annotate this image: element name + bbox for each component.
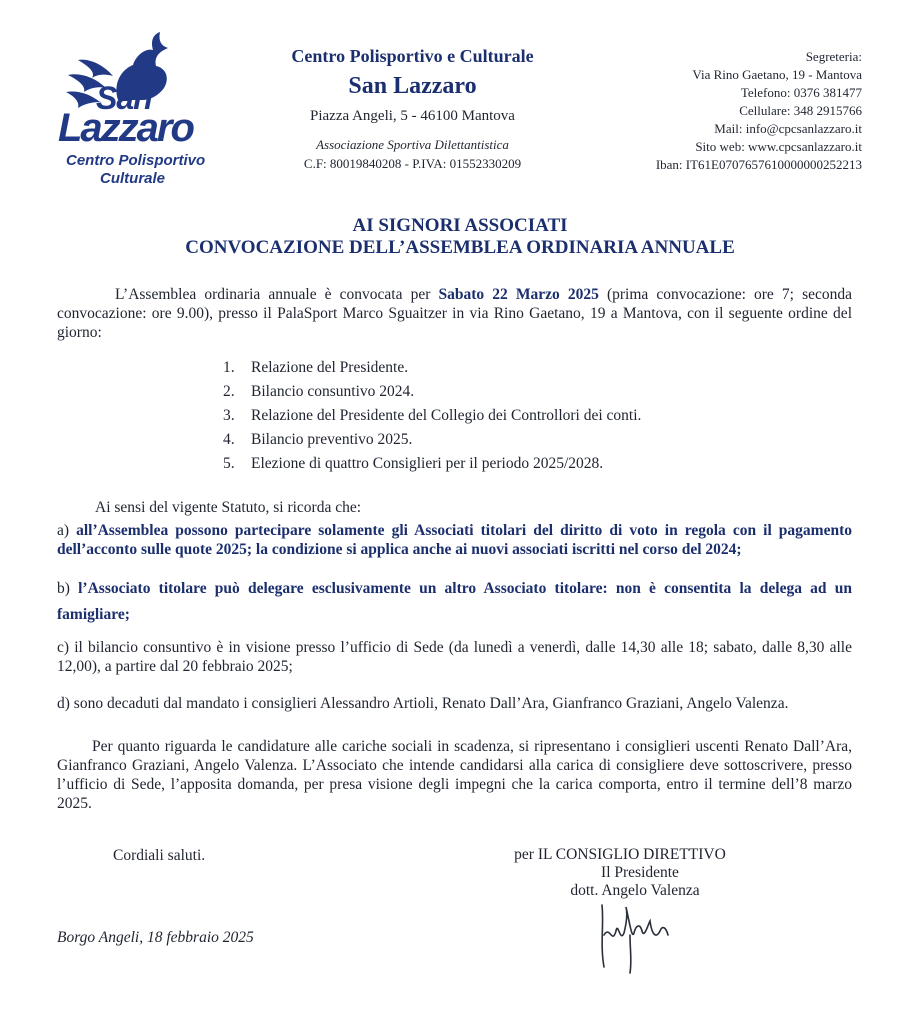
document-title: [0, 215, 920, 259]
statute-premise: Ai sensi del vigente Statuto, si ricorda che:: [95, 499, 362, 516]
club-logo: [58, 30, 218, 190]
greeting: Cordiali saluti.: [113, 847, 206, 864]
intro-before: L’Assemblea ordinaria annuale è convocata per: [115, 286, 439, 303]
org-name: San Lazzaro: [348, 73, 477, 99]
contacts-label: Segreteria:: [805, 49, 862, 64]
logo-word-san: San: [96, 80, 152, 116]
title-line-1: AI SIGNORI ASSOCIATI: [352, 215, 568, 236]
letterhead-contacts: [592, 48, 862, 174]
org-address: Piazza Angeli, 5 - 46100 Mantova: [310, 108, 515, 124]
logo-word-lazzaro: Lazzaro: [58, 106, 193, 150]
intro-after: (prima convocazione: ore 7; seconda convocazione: ore 9.00), presso il PalaSport Marco Sguaitzer in via Rino Gaetano, 19 a Mantova, con il seguente ordine del giorno:: [57, 286, 852, 341]
agenda-item-text: Relazione del Presidente del Collegio dei Controllori dei conti.: [251, 407, 642, 424]
place-and-date: Borgo Angeli, 18 febbraio 2025: [57, 929, 254, 946]
rule-a-text: all’Assemblea possono partecipare solamente gli Associati titolari del diritto di voto in regola con il pagamento dell’acconto sulle quote 2025; la condizione si applica anche ai nuovi associati iscritti nel corso del 2024;: [57, 522, 852, 558]
assoc-type: Associazione Sportiva Dilettantistica: [316, 137, 509, 152]
agenda-item-text: Relazione del Presidente.: [251, 359, 409, 376]
intro-paragraph: [57, 285, 852, 342]
handwritten-signature: [590, 895, 680, 975]
agenda-item-number: 5.: [223, 455, 235, 472]
agenda-item-text: Bilancio preventivo 2025.: [251, 431, 413, 448]
rule-item-d: d) sono decaduti dal mandato i consiglieri Alessandro Artioli, Renato Dall’Ara, Gianfranco Graziani, Angelo Valenza.: [57, 695, 789, 712]
agenda-item: [223, 428, 641, 452]
agenda-item-number: 4.: [223, 431, 235, 448]
candidacy-paragraph: Per quanto riguarda le candidature alle cariche sociali in scadenza, si ripresentano i consiglieri uscenti Renato Dall’Ara, Gianfranco Graziani, Angelo Valenza. L’Associato che intende candidarsi alla carica di consigliere deve sottoscrivere, presso l’ufficio di Sede, l’apposita domanda, per presa visione degli impegni che la carica comporta, entro il termine dell’8 marzo 2025.: [57, 738, 852, 812]
rule-item-a: [57, 521, 852, 559]
rule-b-prefix: b): [57, 580, 79, 597]
signature-block: [470, 846, 770, 900]
rule-a-prefix: a): [57, 522, 77, 539]
agenda-item: [223, 404, 641, 428]
logo-subtitle-2: Culturale: [100, 170, 166, 187]
meeting-date: Sabato 22 Marzo 2025: [438, 286, 599, 303]
agenda-item-number: 1.: [223, 359, 235, 376]
agenda-item-number: 3.: [223, 407, 235, 424]
signature-line-3: dott. Angelo Valenza: [570, 882, 700, 899]
contacts-mobile: Cellulare: 348 2915766: [739, 103, 862, 118]
rule-b-text: l’Associato titolare può delegare esclusivamente un altro Associato titolare: non è consentita la delega ad un famigliare;: [57, 580, 852, 623]
rule-item-b: [57, 576, 852, 628]
contacts-mail: Mail: info@cpcsanlazzaro.it: [714, 121, 862, 136]
title-line-2: CONVOCAZIONE DELL’ASSEMBLEA ORDINARIA ANNUALE: [185, 237, 735, 258]
contacts-iban: Iban: IT61E0707657610000000252213: [655, 157, 862, 172]
agenda-item: [223, 452, 641, 476]
letterhead-center: [270, 46, 555, 172]
rule-item-c: c) il bilancio consuntivo è in visione presso l’ufficio di Sede (da lunedì a venerdì, dalle 14,30 alle 18; sabato, dalle 8,30 alle 12,00), a partire dal 20 febbraio 2025;: [57, 639, 852, 675]
signature-line-1: per IL CONSIGLIO DIRETTIVO: [514, 846, 726, 863]
fiscal-codes: C.F: 80019840208 - P.IVA: 01552330209: [303, 156, 522, 171]
signature-line-2: Il Presidente: [601, 864, 679, 881]
agenda-item-text: Bilancio consuntivo 2024.: [251, 383, 415, 400]
agenda-item-number: 2.: [223, 383, 235, 400]
agenda-item: [223, 356, 641, 380]
contacts-phone: Telefono: 0376 381477: [740, 85, 862, 100]
contacts-web: Sito web: www.cpcsanlazzaro.it: [695, 139, 862, 154]
org-line: Centro Polisportivo e Culturale: [291, 46, 534, 66]
agenda-list: [223, 356, 641, 476]
agenda-item-text: Elezione di quattro Consiglieri per il periodo 2025/2028.: [251, 455, 604, 472]
agenda-item: [223, 380, 641, 404]
contacts-address: Via Rino Gaetano, 19 - Mantova: [692, 67, 862, 82]
logo-subtitle-1: Centro Polisportivo: [66, 152, 206, 169]
